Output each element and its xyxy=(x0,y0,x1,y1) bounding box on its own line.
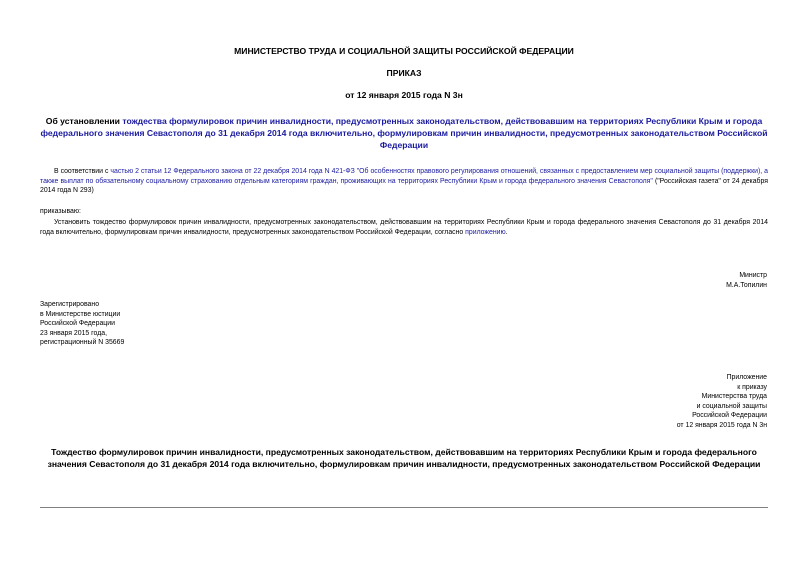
order-paragraph xyxy=(40,218,768,237)
federal-law-link[interactable]: частью 2 статьи 12 Федерального закона от 22 декабря 2014 года N 421-ФЗ "Об особенностях правового регулирования отношений, связанных с предоставлением мер социальной защиты (поддержки), а также выплат по обязательному социальному страхованию отдельным категориям граждан, проживающих на территориях Республики Крым и города федерального значения Севастополя" xyxy=(40,168,769,185)
registration-line: в Министерстве юстиции xyxy=(40,310,121,318)
appendix-line: от 12 января 2015 года N 3н xyxy=(676,421,767,429)
appendix-line: Российской Федерации xyxy=(692,412,767,420)
registration-block xyxy=(40,300,124,348)
appendix-line: и социальной защиты xyxy=(696,402,767,410)
registration-line: Российской Федерации xyxy=(40,320,115,328)
order-title-prefix: Об установлении xyxy=(45,116,123,126)
registration-line: Зарегистрировано xyxy=(40,301,100,308)
divider-line xyxy=(40,507,768,508)
registration-line: 23 января 2015 года, xyxy=(40,329,107,337)
appendix-line: Министерства труда xyxy=(701,393,767,401)
preamble-prefix: В соответствии с xyxy=(54,168,111,175)
preamble-paragraph xyxy=(40,167,768,196)
order-title-link[interactable]: тождества формулировок причин инвалидности, предусмотренных законодательством, действовавшим на территориях Республики Крым и города федерального значения Севастополя до 31 декабря 2014 года включительно, формулировкам причин инвалидности, предусмотренных законодательством Российской Федерации xyxy=(40,116,768,150)
appendix-link[interactable]: приложению xyxy=(465,228,506,236)
order-word: приказываю: xyxy=(40,208,81,215)
order-paragraph-suffix: . xyxy=(505,228,508,236)
preamble-suffix: ("Российская газета" от 24 декабря 2014 года N 293) xyxy=(40,177,768,195)
registration-line: регистрационный N 35669 xyxy=(40,339,125,347)
order-title xyxy=(40,115,768,151)
doc-date-number: от 12 января 2015 года N 3н xyxy=(345,90,463,100)
appendix-line: Приложение xyxy=(726,374,767,381)
appendix-header-block xyxy=(677,373,767,431)
signature-name: М.А.Топилин xyxy=(726,281,767,289)
signature-block xyxy=(726,271,767,290)
doc-type-heading: ПРИКАЗ xyxy=(386,68,422,78)
appendix-title: Тождество формулировок причин инвалидности, предусмотренных законодательством, действовавшим на территориях Республики Крым и города федерального значения Севастополя до 31 декабря 2014 года включительно, формулировкам причин инвалидности, предусмотренных законодательством Российской Федерации xyxy=(47,447,761,469)
signature-position: Министр xyxy=(739,272,767,279)
appendix-line: к приказу xyxy=(737,383,767,391)
order-paragraph-text: Установить тождество формулировок причин инвалидности, предусмотренных законодательством, действовавшим на территориях Республики Крым и города федерального значения Севастополя до 31 декабря 2014 года включительно, формулировкам причин инвалидности, предусмотренных законодательством Российской Федерации, согласно xyxy=(40,219,768,236)
ministry-heading: МИНИСТЕРСТВО ТРУДА И СОЦИАЛЬНОЙ ЗАЩИТЫ РОССИЙСКОЙ ФЕДЕРАЦИИ xyxy=(234,46,574,56)
